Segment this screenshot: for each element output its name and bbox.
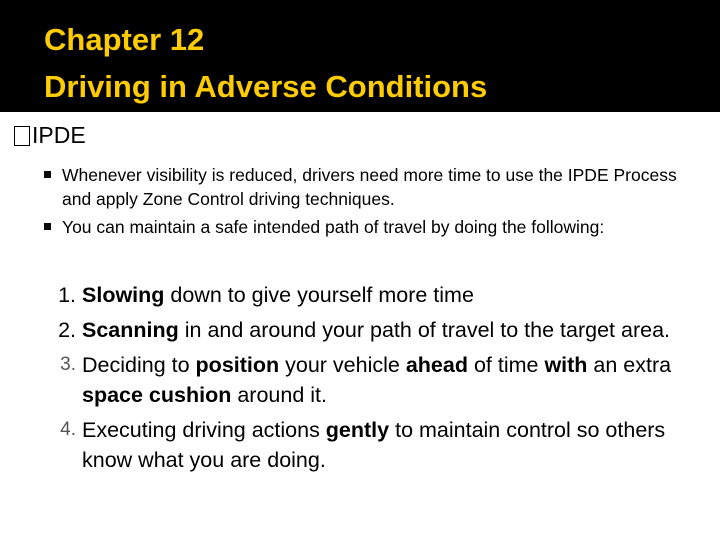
square-bullet-icon: [44, 171, 51, 178]
step-text: [82, 353, 671, 407]
step-text-emphasis: gently: [325, 418, 390, 442]
bullet-item: [44, 163, 704, 211]
slide-title-line-2: Driving in Adverse Conditions: [44, 69, 488, 104]
step-text-segment: to maintain control so others know what you are doing.: [82, 418, 666, 472]
bullet-list: [44, 163, 704, 243]
bullet-text: You can maintain a safe intended path of travel by doing the following:: [62, 217, 605, 237]
title-band: [0, 0, 720, 112]
step-text-segment: Deciding to: [82, 353, 196, 377]
bullet-text: Whenever visibility is reduced, drivers need more time to use the IPDE Process and apply Zone Control driving techniques.: [62, 165, 677, 209]
slide-title-line-1: Chapter 12: [44, 22, 205, 57]
step-number: 1.: [58, 283, 76, 307]
bullet-item: [44, 215, 704, 239]
section-heading-text: IPDE: [32, 122, 86, 148]
step-text: [82, 418, 665, 472]
step-number: 2.: [58, 318, 76, 342]
missing-glyph-icon: [14, 126, 30, 146]
step-text: [82, 318, 670, 342]
step-text-segment: of time: [467, 353, 545, 377]
step-text-emphasis: position: [195, 353, 280, 377]
step-text-segment: in and around your path of travel to the target area.: [178, 318, 671, 342]
step-number: 4.: [60, 419, 76, 440]
step-item: [14, 280, 714, 310]
step-text-emphasis: with: [544, 353, 588, 377]
step-text-segment: an extra: [587, 353, 672, 377]
step-item: [14, 315, 714, 345]
step-item: [14, 350, 714, 410]
step-number: 3.: [60, 354, 76, 375]
section-heading: [14, 121, 86, 149]
step-text-emphasis: Scanning: [82, 318, 179, 342]
step-text-segment: your vehicle: [279, 353, 406, 377]
step-text-emphasis: space cushion: [82, 383, 232, 407]
step-text-segment: around it.: [231, 383, 327, 407]
step-item: [14, 415, 714, 475]
step-text-segment: Executing driving actions: [82, 418, 326, 442]
step-text-segment: down to give yourself more time: [164, 283, 474, 307]
step-text: [82, 283, 474, 307]
step-text-emphasis: Slowing: [82, 283, 165, 307]
numbered-steps-list: [14, 280, 714, 480]
square-bullet-icon: [44, 223, 51, 230]
step-text-emphasis: ahead: [405, 353, 468, 377]
